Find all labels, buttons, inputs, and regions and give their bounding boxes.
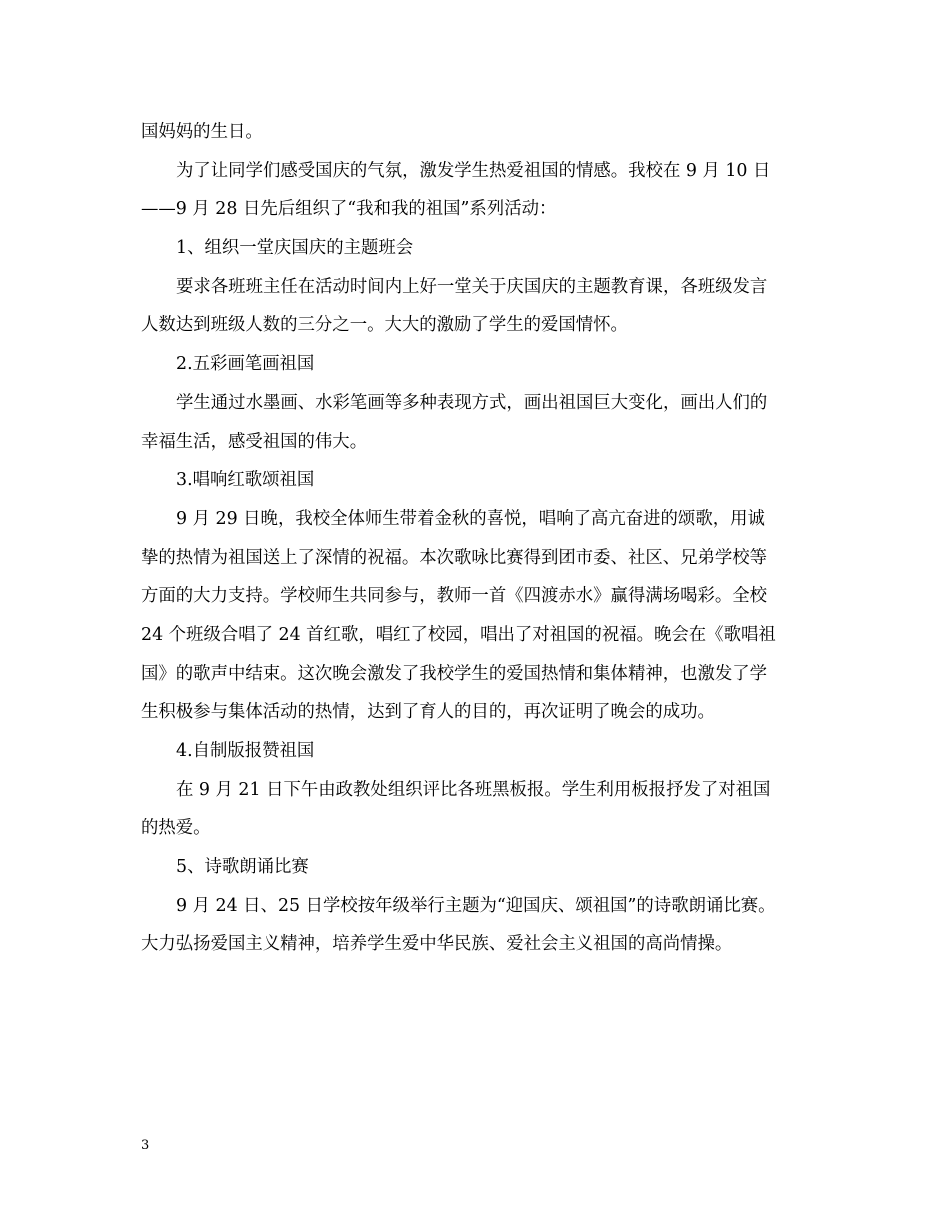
- section-heading-1: 1、组织一堂庆国庆的主题班会: [176, 238, 414, 259]
- paragraph-line: 国》的歌声中结束。这次晚会激发了我校学生的爱国热情和集体精神，也激发了学: [141, 663, 768, 684]
- paragraph-line: 要求各班班主任在活动时间内上好一堂关于庆国庆的主题教育课，各班级发言: [176, 276, 768, 297]
- paragraph-line: 生积极参与集体活动的热情，达到了育人的目的，再次证明了晚会的成功。: [141, 702, 715, 723]
- paragraph-line: 的热爱。: [141, 818, 211, 839]
- paragraph-line: 挚的热情为祖国送上了深情的祝福。本次歌咏比赛得到团市委、社区、兄弟学校等: [141, 547, 768, 568]
- paragraph-line: 学生通过水墨画、水彩笔画等多种表现方式，画出祖国巨大变化，画出人们的: [176, 392, 768, 413]
- section-heading-3: 3.唱响红歌颂祖国: [176, 470, 315, 491]
- paragraph-line: 方面的大力支持。学校师生共同参与，教师一首《四渡赤水》赢得满场喝彩。全校: [141, 586, 768, 607]
- paragraph-line: 在 9 月 21 日下午由政教处组织评比各班黑板报。学生利用板报抒发了对祖国: [176, 779, 771, 800]
- section-heading-2: 2.五彩画笔画祖国: [176, 354, 315, 375]
- section-heading-5: 5、诗歌朗诵比赛: [176, 857, 309, 878]
- paragraph-line: 24 个班级合唱了 24 首红歌，唱红了校园，唱出了对祖国的祝福。晚会在《歌唱祖: [141, 624, 776, 645]
- page-number: 3: [141, 1138, 150, 1153]
- paragraph-line: 人数达到班级人数的三分之一。大大的激励了学生的爱国情怀。: [141, 315, 628, 336]
- paragraph-line: 9 月 24 日、25 日学校按年级举行主题为“迎国庆、颂祖国”的诗歌朗诵比赛。: [176, 895, 776, 916]
- paragraph-line: 大力弘扬爱国主义精神，培养学生爱中华民族、爱社会主义祖国的高尚情操。: [141, 934, 733, 955]
- document-body: [141, 113, 821, 964]
- paragraph-line: 幸福生活，感受祖国的伟大。: [141, 431, 368, 452]
- paragraph-line: 为了让同学们感受国庆的气氛，激发学生热爱祖国的情感。我校在 9 月 10 日: [176, 160, 771, 181]
- paragraph-line: 9 月 29 日晚，我校全体师生带着金秋的喜悦，唱响了高亢奋进的颂歌，用诚: [176, 508, 765, 529]
- paragraph-line: ——9 月 28 日先后组织了“我和我的祖国”系列活动：: [141, 199, 557, 220]
- paragraph-line: 国妈妈的生日。: [141, 122, 263, 142]
- section-heading-4: 4.自制版报赞祖国: [176, 741, 315, 761]
